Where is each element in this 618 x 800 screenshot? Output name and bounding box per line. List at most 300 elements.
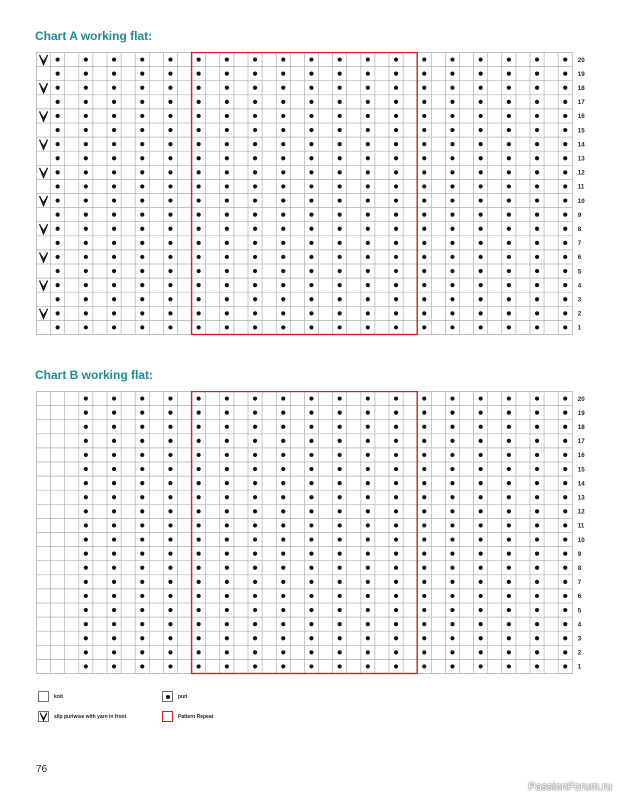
purl-stitch: [84, 439, 88, 443]
purl-stitch: [394, 72, 398, 76]
purl-stitch: [197, 509, 201, 513]
purl-stitch: [450, 86, 454, 90]
purl-stitch: [535, 128, 539, 132]
purl-stitch: [84, 57, 88, 61]
row-number: 13: [577, 155, 585, 163]
purl-stitch: [366, 622, 370, 626]
purl-stitch: [450, 241, 454, 245]
purl-stitch: [84, 636, 88, 640]
purl-stitch: [56, 325, 60, 329]
purl-stitch: [422, 664, 426, 668]
purl-stitch: [112, 297, 116, 301]
purl-stitch: [563, 481, 567, 485]
row-number: 4: [577, 282, 582, 290]
purl-stitch: [197, 128, 201, 132]
purl-stitch: [563, 241, 567, 245]
purl-stitch: [338, 523, 342, 527]
purl-stitch: [112, 453, 116, 457]
purl-stitch: [479, 425, 483, 429]
purl-stitch: [507, 241, 511, 245]
purl-stitch: [394, 198, 398, 202]
purl-stitch: [338, 114, 342, 118]
purl-stitch: [56, 72, 60, 76]
row-number: 10: [577, 197, 585, 205]
purl-stitch: [225, 325, 229, 329]
purl-stitch: [112, 170, 116, 174]
purl-stitch: [168, 325, 172, 329]
purl-stitch: [197, 170, 201, 174]
purl-stitch: [479, 213, 483, 217]
purl-stitch: [168, 650, 172, 654]
row-number: 2: [577, 649, 582, 657]
purl-stitch: [197, 255, 201, 259]
purl-stitch: [281, 411, 285, 415]
purl-stitch: [225, 227, 229, 231]
purl-stitch: [563, 636, 567, 640]
row-number: 1: [577, 324, 582, 332]
purl-stitch: [309, 72, 313, 76]
purl-stitch: [253, 86, 257, 90]
purl-stitch: [450, 622, 454, 626]
slip-symbol-icon: [38, 711, 49, 722]
purl-stitch: [394, 170, 398, 174]
purl-stitch: [422, 311, 426, 315]
purl-stitch: [309, 509, 313, 513]
purl-stitch: [84, 467, 88, 471]
purl-stitch: [309, 241, 313, 245]
legend-purl-label: purl: [178, 693, 188, 700]
purl-stitch: [479, 142, 483, 146]
purl-stitch: [422, 594, 426, 598]
purl-stitch: [225, 650, 229, 654]
purl-stitch: [309, 594, 313, 598]
row-number: 18: [577, 423, 585, 431]
purl-stitch: [197, 396, 201, 400]
purl-stitch: [225, 523, 229, 527]
purl-stitch: [168, 411, 172, 415]
purl-stitch: [168, 622, 172, 626]
purl-stitch: [112, 311, 116, 315]
purl-stitch: [535, 552, 539, 556]
purl-stitch: [450, 128, 454, 132]
purl-stitch: [338, 325, 342, 329]
purl-stitch: [450, 72, 454, 76]
purl-stitch: [422, 425, 426, 429]
purl-stitch: [479, 453, 483, 457]
purl-stitch: [450, 650, 454, 654]
purl-stitch: [140, 213, 144, 217]
purl-stitch: [197, 227, 201, 231]
purl-stitch: [84, 537, 88, 541]
purl-stitch: [225, 608, 229, 612]
purl-stitch: [479, 580, 483, 584]
purl-stitch: [450, 509, 454, 513]
purl-stitch: [112, 57, 116, 61]
purl-stitch: [84, 72, 88, 76]
purl-stitch: [450, 269, 454, 273]
purl-stitch: [394, 636, 398, 640]
purl-stitch: [281, 552, 285, 556]
purl-stitch: [479, 537, 483, 541]
purl-stitch: [535, 608, 539, 612]
purl-stitch: [366, 467, 370, 471]
purl-stitch: [168, 86, 172, 90]
purl-stitch: [225, 537, 229, 541]
purl-stitch: [394, 269, 398, 273]
purl-stitch: [338, 198, 342, 202]
purl-stitch: [140, 537, 144, 541]
purl-stitch: [507, 396, 511, 400]
purl-stitch: [56, 198, 60, 202]
purl-stitch: [479, 241, 483, 245]
purl-stitch: [168, 283, 172, 287]
purl-stitch: [366, 537, 370, 541]
purl-stitch: [309, 566, 313, 570]
purl-stitch: [394, 297, 398, 301]
purl-stitch: [507, 453, 511, 457]
purl-stitch: [366, 227, 370, 231]
purl-stitch: [225, 269, 229, 273]
purl-stitch: [140, 255, 144, 259]
purl-stitch: [479, 467, 483, 471]
purl-stitch: [84, 198, 88, 202]
purl-stitch: [112, 128, 116, 132]
legend-repeat-label: Pattern Repeat: [178, 713, 214, 720]
purl-stitch: [168, 467, 172, 471]
purl-stitch: [225, 411, 229, 415]
purl-stitch: [479, 552, 483, 556]
purl-stitch: [225, 213, 229, 217]
purl-stitch: [450, 170, 454, 174]
purl-stitch: [450, 283, 454, 287]
purl-stitch: [338, 425, 342, 429]
purl-stitch: [338, 622, 342, 626]
purl-stitch: [281, 128, 285, 132]
purl-stitch: [112, 156, 116, 160]
purl-stitch: [140, 184, 144, 188]
purl-stitch: [563, 608, 567, 612]
purl-stitch: [450, 255, 454, 259]
purl-stitch: [422, 453, 426, 457]
purl-stitch: [309, 396, 313, 400]
purl-stitch: [338, 650, 342, 654]
purl-stitch: [281, 283, 285, 287]
purl-stitch: [479, 608, 483, 612]
purl-stitch: [338, 72, 342, 76]
purl-stitch: [225, 425, 229, 429]
purl-stitch: [394, 57, 398, 61]
purl-stitch: [535, 537, 539, 541]
purl-stitch: [535, 481, 539, 485]
purl-stitch: [197, 241, 201, 245]
purl-stitch: [309, 128, 313, 132]
purl-stitch: [338, 227, 342, 231]
purl-stitch: [507, 467, 511, 471]
row-number: 16: [577, 113, 585, 121]
purl-stitch: [338, 495, 342, 499]
purl-stitch: [338, 297, 342, 301]
purl-stitch: [281, 523, 285, 527]
purl-stitch: [450, 156, 454, 160]
purl-stitch: [394, 311, 398, 315]
purl-stitch: [422, 255, 426, 259]
legend-slip-label: slip purlwise with yarn in front: [54, 713, 127, 720]
purl-stitch: [168, 184, 172, 188]
purl-stitch: [309, 100, 313, 104]
purl-stitch: [112, 142, 116, 146]
purl-stitch: [366, 523, 370, 527]
purl-stitch: [309, 184, 313, 188]
purl-stitch: [225, 467, 229, 471]
purl-stitch: [507, 227, 511, 231]
purl-stitch: [338, 57, 342, 61]
purl-stitch: [168, 425, 172, 429]
purl-stitch: [394, 481, 398, 485]
purl-stitch: [112, 114, 116, 118]
purl-stitch: [112, 608, 116, 612]
chart-a-grid: [36, 52, 598, 336]
purl-stitch: [168, 128, 172, 132]
purl-stitch: [450, 566, 454, 570]
purl-stitch: [281, 467, 285, 471]
purl-stitch: [479, 439, 483, 443]
purl-stitch: [281, 114, 285, 118]
purl-stitch: [479, 128, 483, 132]
purl-stitch: [450, 580, 454, 584]
purl-stitch: [84, 552, 88, 556]
purl-stitch: [309, 142, 313, 146]
row-number: 13: [577, 494, 585, 502]
purl-stitch: [563, 100, 567, 104]
purl-stitch: [338, 509, 342, 513]
purl-stitch: [140, 128, 144, 132]
purl-stitch: [168, 72, 172, 76]
purl-stitch: [394, 396, 398, 400]
purl-stitch: [140, 283, 144, 287]
purl-stitch: [338, 636, 342, 640]
purl-stitch: [168, 396, 172, 400]
purl-stitch: [281, 495, 285, 499]
purl-stitch: [197, 523, 201, 527]
purl-stitch: [450, 142, 454, 146]
purl-stitch: [253, 156, 257, 160]
purl-stitch: [253, 269, 257, 273]
purl-stitch: [394, 255, 398, 259]
purl-stitch: [394, 439, 398, 443]
purl-stitch: [479, 594, 483, 598]
purl-stitch: [338, 128, 342, 132]
purl-stitch: [338, 537, 342, 541]
row-number: 20: [577, 395, 585, 403]
purl-stitch: [197, 439, 201, 443]
purl-stitch: [197, 481, 201, 485]
purl-stitch: [225, 664, 229, 668]
purl-stitch: [197, 325, 201, 329]
purl-stitch: [394, 580, 398, 584]
purl-stitch: [309, 170, 313, 174]
purl-stitch: [225, 72, 229, 76]
purl-stitch: [366, 509, 370, 513]
purl-stitch: [56, 241, 60, 245]
purl-stitch: [507, 142, 511, 146]
purl-stitch: [422, 241, 426, 245]
purl-stitch: [168, 57, 172, 61]
purl-stitch: [253, 608, 257, 612]
purl-stitch: [366, 170, 370, 174]
purl-stitch: [225, 283, 229, 287]
purl-stitch: [479, 411, 483, 415]
purl-stitch: [563, 425, 567, 429]
chart-legend: [38, 691, 298, 727]
purl-stitch: [366, 255, 370, 259]
purl-stitch: [225, 198, 229, 202]
purl-stitch: [450, 552, 454, 556]
purl-stitch: [394, 537, 398, 541]
purl-stitch: [450, 311, 454, 315]
row-number: 8: [577, 564, 582, 572]
purl-stitch: [563, 213, 567, 217]
purl-stitch: [450, 227, 454, 231]
purl-stitch: [366, 311, 370, 315]
purl-stitch: [479, 114, 483, 118]
purl-stitch: [535, 622, 539, 626]
purl-stitch: [507, 411, 511, 415]
purl-stitch: [366, 114, 370, 118]
purl-stitch: [168, 241, 172, 245]
purl-stitch: [140, 481, 144, 485]
purl-stitch: [309, 622, 313, 626]
purl-stitch: [225, 184, 229, 188]
purl-stitch: [507, 311, 511, 315]
purl-stitch: [112, 622, 116, 626]
purl-stitch: [366, 664, 370, 668]
purl-stitch: [84, 608, 88, 612]
purl-stitch: [281, 594, 285, 598]
purl-stitch: [338, 241, 342, 245]
purl-stitch: [563, 622, 567, 626]
purl-stitch: [507, 325, 511, 329]
row-number: 3: [577, 296, 582, 304]
purl-stitch: [422, 325, 426, 329]
purl-stitch: [56, 114, 60, 118]
purl-stitch: [507, 128, 511, 132]
purl-stitch: [197, 580, 201, 584]
purl-stitch: [168, 580, 172, 584]
purl-stitch: [507, 213, 511, 217]
purl-stitch: [253, 297, 257, 301]
purl-stitch: [253, 622, 257, 626]
purl-stitch: [140, 467, 144, 471]
purl-stitch: [479, 100, 483, 104]
purl-stitch: [535, 170, 539, 174]
row-number: 18: [577, 84, 585, 92]
row-number: 6: [577, 593, 582, 601]
purl-stitch: [253, 439, 257, 443]
purl-stitch: [253, 425, 257, 429]
purl-stitch: [338, 481, 342, 485]
purl-stitch: [422, 537, 426, 541]
purl-stitch: [281, 622, 285, 626]
purl-stitch: [479, 325, 483, 329]
purl-stitch: [366, 128, 370, 132]
purl-stitch: [281, 72, 285, 76]
purl-stitch: [197, 425, 201, 429]
purl-stitch: [563, 255, 567, 259]
purl-stitch: [535, 425, 539, 429]
row-number: 15: [577, 466, 585, 474]
purl-stitch: [309, 425, 313, 429]
purl-stitch: [507, 72, 511, 76]
purl-stitch: [422, 495, 426, 499]
purl-stitch: [394, 241, 398, 245]
purl-stitch: [507, 86, 511, 90]
purl-stitch: [281, 439, 285, 443]
row-number: 19: [577, 70, 585, 78]
purl-stitch: [309, 269, 313, 273]
purl-stitch: [197, 198, 201, 202]
purl-stitch: [309, 411, 313, 415]
purl-stitch: [394, 622, 398, 626]
purl-stitch: [140, 664, 144, 668]
purl-stitch: [112, 467, 116, 471]
purl-stitch: [338, 439, 342, 443]
purl-stitch: [253, 198, 257, 202]
purl-stitch: [168, 608, 172, 612]
purl-stitch: [140, 142, 144, 146]
purl-stitch: [450, 481, 454, 485]
purl-stitch: [84, 481, 88, 485]
purl-stitch: [563, 311, 567, 315]
purl-stitch: [140, 636, 144, 640]
purl-stitch: [112, 227, 116, 231]
purl-stitch: [281, 57, 285, 61]
purl-stitch: [253, 453, 257, 457]
purl-stitch: [253, 566, 257, 570]
purl-stitch: [507, 439, 511, 443]
purl-stitch: [281, 650, 285, 654]
purl-stitch: [253, 509, 257, 513]
purl-stitch: [394, 523, 398, 527]
purl-stitch: [422, 227, 426, 231]
purl-stitch: [394, 128, 398, 132]
purl-stitch: [56, 213, 60, 217]
purl-stitch: [422, 184, 426, 188]
purl-stitch: [479, 57, 483, 61]
purl-stitch: [507, 156, 511, 160]
purl-stitch: [422, 523, 426, 527]
purl-stitch: [422, 439, 426, 443]
purl-stitch: [535, 453, 539, 457]
purl-stitch: [366, 72, 370, 76]
purl-stitch: [253, 170, 257, 174]
purl-stitch: [338, 156, 342, 160]
purl-stitch: [450, 453, 454, 457]
purl-stitch: [338, 213, 342, 217]
purl-stitch: [140, 156, 144, 160]
purl-stitch: [197, 650, 201, 654]
purl-stitch: [112, 537, 116, 541]
purl-stitch: [507, 170, 511, 174]
purl-stitch: [197, 594, 201, 598]
row-number: 14: [577, 141, 585, 149]
purl-stitch: [535, 411, 539, 415]
purl-stitch: [84, 580, 88, 584]
purl-stitch: [535, 255, 539, 259]
purl-stitch: [225, 453, 229, 457]
purl-stitch: [309, 57, 313, 61]
purl-stitch: [338, 255, 342, 259]
purl-stitch: [563, 325, 567, 329]
